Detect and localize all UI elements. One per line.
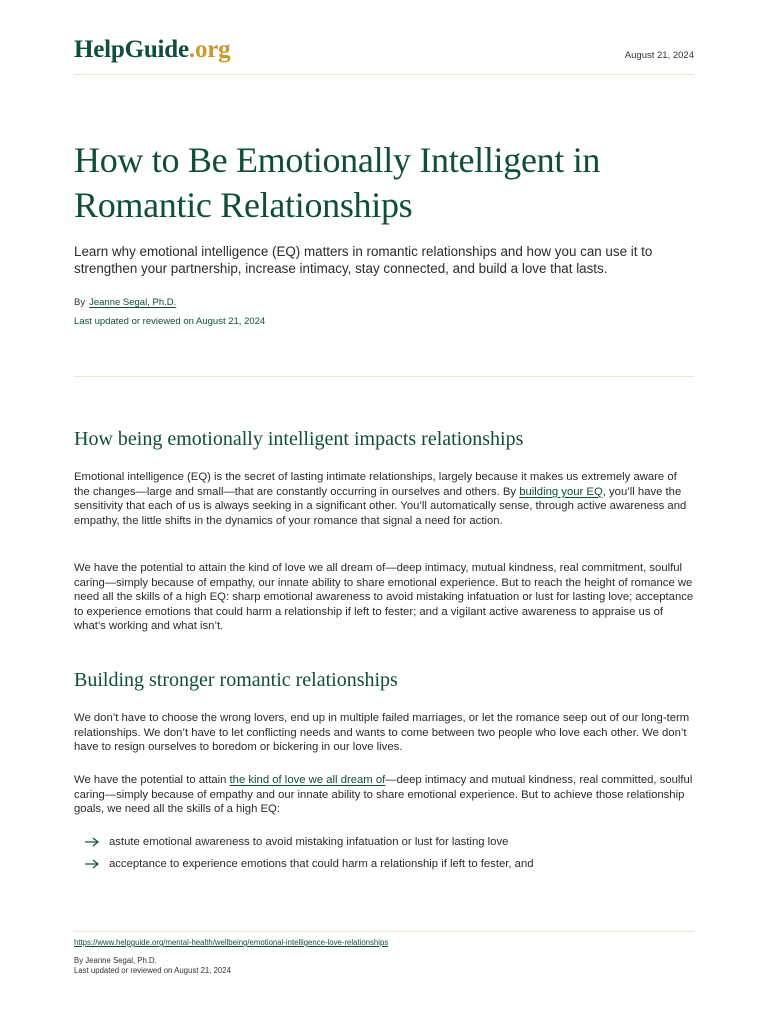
kind-of-love-link[interactable]: the kind of love we all dream of (229, 774, 386, 786)
paragraph-text: We have the potential to attain (74, 774, 230, 786)
list-item (74, 833, 694, 855)
footer-divider (74, 931, 694, 932)
byline (74, 297, 176, 308)
author-link[interactable]: Jeanne Segal, Ph.D. (89, 297, 177, 308)
list-item (74, 855, 694, 877)
divider (74, 376, 694, 377)
print-date: August 21, 2024 (624, 50, 694, 61)
section1-paragraph-1 (74, 470, 694, 528)
footer-last-updated: Last updated or reviewed on August 21, 2024 (74, 966, 231, 975)
building-your-eq-link[interactable]: building your EQ (519, 485, 603, 498)
list-item-text: acceptance to experience emotions that could harm a relationship if left to fester, and (109, 858, 534, 870)
helpguide-logo[interactable] (74, 34, 230, 66)
section-heading-eq-impacts: How being emotionally intelligent impacts relationships (74, 428, 524, 450)
section-heading-building-relationships: Building stronger romantic relationships (74, 669, 398, 691)
by-label: By (74, 297, 86, 308)
paragraph-text: —deep intimacy and mutual kindness, real committed, soulful caring—simply because of empathy and our innate ability to share emotional experience. But to achieve those relationship goals, we need all the skills of a high EQ: (74, 774, 693, 816)
footer-byline: By Jeanne Segal, Ph.D. (74, 956, 157, 965)
arrow-right-icon (84, 836, 100, 848)
logo-main-text: HelpGuide (74, 36, 189, 63)
paragraph-text: Emotional intelligence (EQ) is the secret of lasting intimate relationships, largely because it makes us extremely aware of the changes—large and small—that are constantly occurring in ourselves and others. By (74, 471, 677, 498)
article-intro: Learn why emotional intelligence (EQ) matters in romantic relationships and how you can use it to strengthen your partnership, increase intimacy, stay connected, and build a love that lasts. (74, 244, 653, 276)
section2-paragraph-2 (74, 773, 694, 817)
article-title: How to Be Emotionally Intelligent in Romantic Relationships (74, 140, 601, 225)
list-item-text: astute emotional awareness to avoid mistaking infatuation or lust for lasting love (109, 836, 509, 848)
section2-paragraph-1: We don’t have to choose the wrong lovers, end up in multiple failed marriages, or let the romance seep out of our long-term relationships. We don’t have to let conflicting needs and wants to come between two people who love each other. We don’t have to resign ourselves to boredom or bickering in our love lives. (74, 712, 690, 754)
eq-skills-list (74, 833, 694, 877)
arrow-right-icon (84, 858, 100, 870)
footer-url-link[interactable]: https://www.helpguide.org/mental-health/wellbeing/emotional-intelligence-love-relationships (74, 938, 389, 947)
document-page (74, 0, 694, 1024)
section1-paragraph-2: We have the potential to attain the kind of love we all dream of—deep intimacy, mutual kindness, real commitment, soulful caring—simply because of empathy, our innate ability to share emotional experience. But to reach the height of romance we need all the skills of a high EQ: sharp emotional awareness to avoid mistaking infatuation or lust for lasting love; acceptance to experience emotions that could harm a relationship if left to fester; and a vigilant active awareness to appraise us of what’s working and what isn’t. (74, 562, 694, 633)
paragraph-text: , you’ll have the sensitivity that each of us is always seeking in a significant other. You’ll automatically sense, through active awareness and empathy, the little shifts in the dynamics of your romance that signal a need for action. (74, 485, 687, 527)
site-header (74, 34, 694, 75)
logo-tld-text: .org (188, 36, 231, 63)
last-updated: Last updated or reviewed on August 21, 2024 (74, 316, 266, 327)
